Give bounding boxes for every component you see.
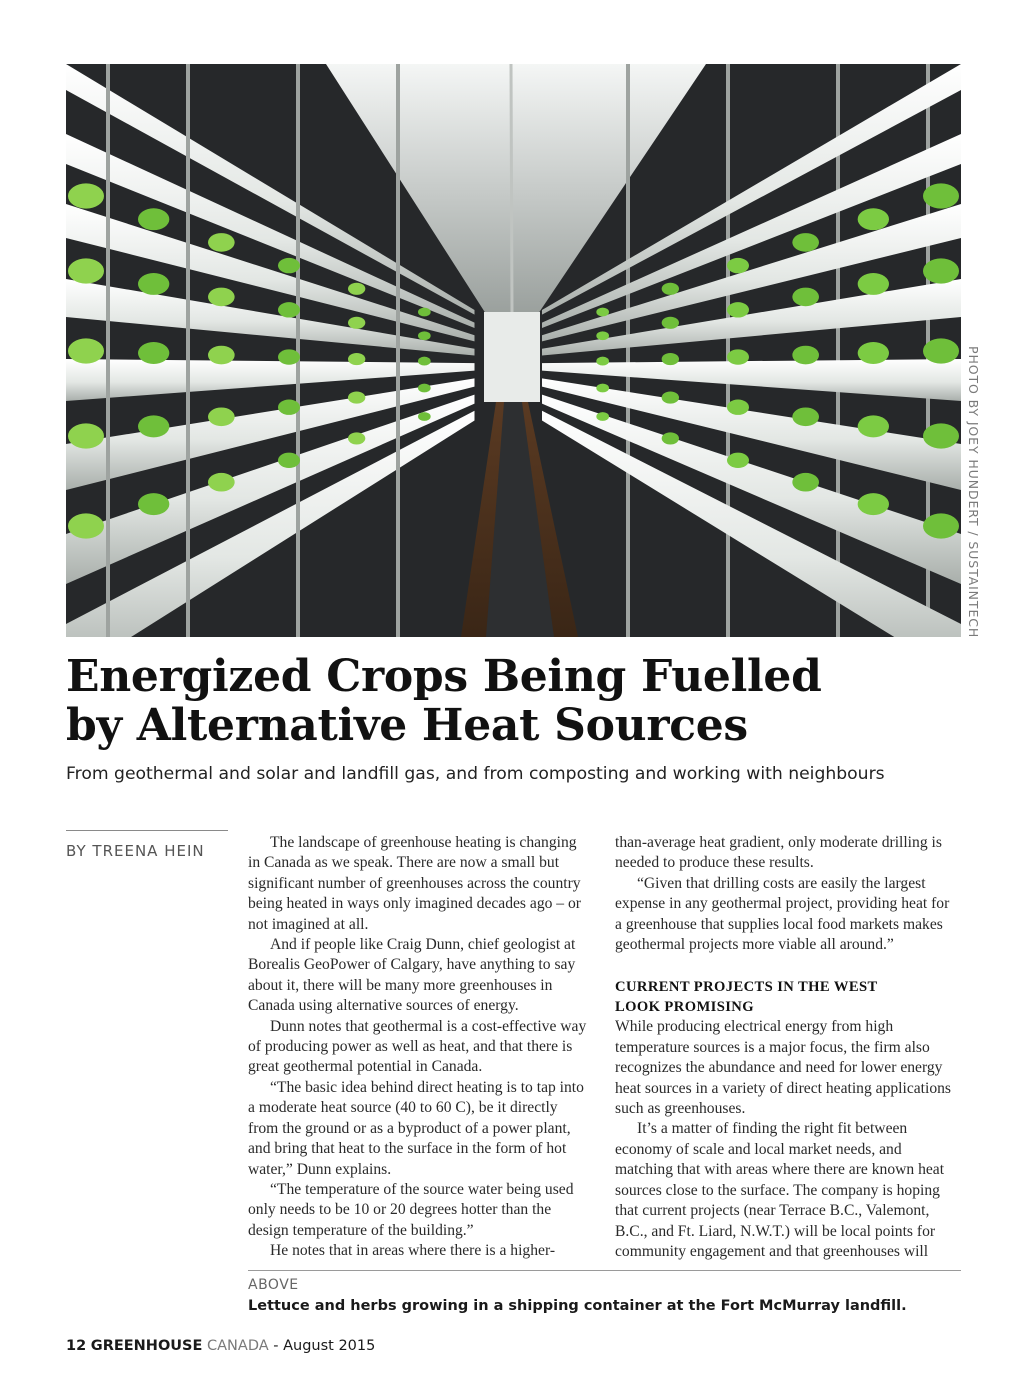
plant-leaf bbox=[727, 400, 749, 415]
plant-leaf bbox=[348, 317, 365, 329]
plant-leaf bbox=[792, 407, 819, 426]
plant-leaf bbox=[792, 233, 819, 252]
plant-leaf bbox=[208, 233, 235, 252]
plant-leaf bbox=[727, 302, 749, 317]
text-line: community engagement and that greenhouses will bbox=[615, 1242, 929, 1260]
hero-photo bbox=[66, 64, 961, 637]
plant-leaf bbox=[348, 283, 365, 295]
plant-leaf bbox=[727, 258, 749, 273]
text-line: of producing power as well as heat, and that there is bbox=[248, 1038, 573, 1056]
rack-pole bbox=[726, 64, 730, 637]
plant-leaf bbox=[662, 283, 679, 295]
plant-leaf bbox=[792, 473, 819, 492]
plant-leaf bbox=[923, 423, 959, 448]
plant-leaf bbox=[138, 415, 169, 437]
plant-leaf bbox=[662, 392, 679, 404]
text-line: matching that with areas where there are known heat bbox=[615, 1161, 945, 1179]
plant-leaf bbox=[138, 273, 169, 295]
text-line: a moderate heat source (40 to 60 C), be it directly bbox=[248, 1099, 558, 1117]
plant-leaf bbox=[278, 302, 300, 317]
caption-label: ABOVE bbox=[248, 1277, 299, 1293]
text-line: “The basic idea behind direct heating is to tap into bbox=[270, 1078, 584, 1096]
text-line: and bring that heat to the surface in the form of hot bbox=[248, 1140, 567, 1158]
footer-separator: - bbox=[273, 1338, 279, 1354]
text-line: B.C., and Ft. Liard, N.W.T.) will be local points for bbox=[615, 1222, 936, 1240]
text-line: not imagined at all. bbox=[248, 915, 369, 933]
plant-leaf bbox=[727, 349, 749, 364]
plant-leaf bbox=[923, 338, 959, 363]
plant-leaf bbox=[68, 338, 104, 363]
text-line: geothermal projects more viable all around.” bbox=[615, 936, 894, 954]
plant-leaf bbox=[68, 183, 104, 208]
text-line: than-average heat gradient, only moderate drilling is bbox=[615, 834, 942, 851]
text-line: Dunn notes that geothermal is a cost-effective way bbox=[270, 1017, 587, 1035]
plant-leaf bbox=[208, 407, 235, 426]
headline-line-1: Energized Crops Being Fuelled bbox=[66, 651, 822, 702]
plant-leaf bbox=[418, 308, 431, 317]
plant-leaf bbox=[138, 208, 169, 230]
plant-leaf bbox=[662, 317, 679, 329]
plant-leaf bbox=[418, 357, 431, 366]
article-headline bbox=[66, 652, 966, 750]
plant-leaf bbox=[348, 432, 365, 444]
rack-pole bbox=[106, 64, 110, 637]
plant-leaf bbox=[858, 415, 889, 437]
photo-caption: Lettuce and herbs growing in a shipping container at the Fort McMurray landfill. bbox=[248, 1298, 907, 1314]
text-line: sources close to the surface. The company is hoping bbox=[615, 1181, 940, 1199]
text-line: design temperature of the building.” bbox=[248, 1221, 474, 1239]
article-subheadline: From geothermal and solar and landfill gas, and from composting and working with neighbours bbox=[66, 764, 885, 784]
page-number: 12 bbox=[66, 1338, 87, 1354]
plant-leaf bbox=[68, 513, 104, 538]
plant-leaf bbox=[792, 288, 819, 307]
plant-leaf bbox=[208, 346, 235, 365]
plant-leaf bbox=[858, 208, 889, 230]
text-line: being heated in ways only imagined decades ago – or bbox=[248, 895, 581, 913]
plant-leaf bbox=[68, 423, 104, 448]
plant-leaf bbox=[596, 384, 609, 393]
plant-leaf bbox=[68, 258, 104, 283]
text-line: temperature sources is a major focus, the firm also bbox=[615, 1038, 930, 1056]
plant-leaf bbox=[278, 258, 300, 273]
plant-leaf bbox=[662, 432, 679, 444]
text-line: He notes that in areas where there is a higher- bbox=[270, 1242, 556, 1260]
text-line: significant number of greenhouses across the country bbox=[248, 874, 581, 892]
text-line: While producing electrical energy from high bbox=[615, 1018, 894, 1036]
text-line: The landscape of greenhouse heating is changing bbox=[270, 834, 577, 851]
plant-leaf bbox=[348, 392, 365, 404]
photo-credit: PHOTO BY JOEY HUNDERT / SUSTAINTECH bbox=[966, 346, 981, 639]
rack-pole bbox=[396, 64, 400, 637]
section-heading-line-1: CURRENT PROJECTS IN THE WEST bbox=[615, 979, 878, 996]
plant-leaf bbox=[418, 412, 431, 421]
magazine-name-part-1: GREENHOUSE bbox=[90, 1338, 203, 1354]
text-line: only needs to be 10 or 20 degrees hotter than the bbox=[248, 1201, 552, 1219]
issue-date: August 2015 bbox=[283, 1338, 376, 1354]
section-heading-line-2: LOOK PROMISING bbox=[615, 999, 754, 1016]
plant-leaf bbox=[138, 342, 169, 364]
plant-leaf bbox=[348, 353, 365, 365]
text-line: in Canada as we speak. There are now a small but bbox=[248, 854, 560, 872]
plant-leaf bbox=[418, 331, 431, 340]
text-line: that current projects (near Terrace B.C., Valemont, bbox=[615, 1202, 930, 1220]
plant-leaf bbox=[278, 400, 300, 415]
plant-leaf bbox=[923, 183, 959, 208]
column-2-section bbox=[615, 1017, 965, 1262]
text-line: recognizes the abundance and need for lower energy bbox=[615, 1059, 943, 1077]
rack-pole bbox=[186, 64, 190, 637]
magazine-name-part-2: CANADA bbox=[207, 1338, 269, 1354]
article-column-2 bbox=[615, 833, 965, 1262]
headline-line-2: by Alternative Heat Sources bbox=[66, 700, 748, 751]
byline-divider bbox=[66, 830, 228, 831]
rack-pole bbox=[296, 64, 300, 637]
page-footer bbox=[66, 1338, 375, 1354]
text-line: great geothermal potential in Canada. bbox=[248, 1058, 483, 1076]
plant-leaf bbox=[858, 493, 889, 515]
text-line: Borealis GeoPower of Calgary, have anything to say bbox=[248, 956, 576, 974]
plant-leaf bbox=[662, 353, 679, 365]
text-line: from the ground or as a byproduct of a power plant, bbox=[248, 1119, 571, 1137]
section-heading bbox=[615, 977, 965, 1017]
article-column-1 bbox=[248, 833, 598, 1262]
container-farm-illustration bbox=[66, 64, 961, 637]
rack-pole bbox=[626, 64, 630, 637]
plant-leaf bbox=[138, 493, 169, 515]
plant-leaf bbox=[596, 357, 609, 366]
plant-leaf bbox=[727, 453, 749, 468]
text-line: a greenhouse that supplies local food markets makes bbox=[615, 915, 943, 933]
text-line: And if people like Craig Dunn, chief geologist at bbox=[270, 936, 576, 954]
plant-leaf bbox=[208, 473, 235, 492]
text-line: It’s a matter of finding the right fit between bbox=[637, 1120, 908, 1138]
text-line: Canada using alternative sources of energy. bbox=[248, 997, 519, 1015]
plant-leaf bbox=[923, 258, 959, 283]
plant-leaf bbox=[418, 384, 431, 393]
text-line: such as greenhouses. bbox=[615, 1100, 746, 1118]
byline: BY TREENA HEIN bbox=[66, 842, 205, 860]
text-line: “Given that drilling costs are easily the largest bbox=[637, 874, 926, 892]
text-line: about it, there will be many more greenhouses in bbox=[248, 976, 553, 994]
text-line: expense in any geothermal project, providing heat for bbox=[615, 895, 950, 913]
plant-leaf bbox=[596, 331, 609, 340]
plant-leaf bbox=[596, 308, 609, 317]
text-line: economy of scale and local market needs, and bbox=[615, 1140, 902, 1158]
plant-leaf bbox=[923, 513, 959, 538]
text-line: “The temperature of the source water being used bbox=[270, 1180, 574, 1198]
plant-leaf bbox=[278, 349, 300, 364]
plant-leaf bbox=[278, 453, 300, 468]
plant-leaf bbox=[858, 273, 889, 295]
caption-divider bbox=[248, 1270, 961, 1271]
plant-leaf bbox=[208, 288, 235, 307]
text-line: water,” Dunn explains. bbox=[248, 1160, 392, 1178]
plant-leaf bbox=[596, 412, 609, 421]
column-2-intro bbox=[615, 833, 965, 955]
text-line: heat sources in a variety of direct heating applications bbox=[615, 1079, 952, 1097]
plant-leaf bbox=[858, 342, 889, 364]
text-line: needed to produce these results. bbox=[615, 854, 814, 872]
plant-leaf bbox=[792, 346, 819, 365]
